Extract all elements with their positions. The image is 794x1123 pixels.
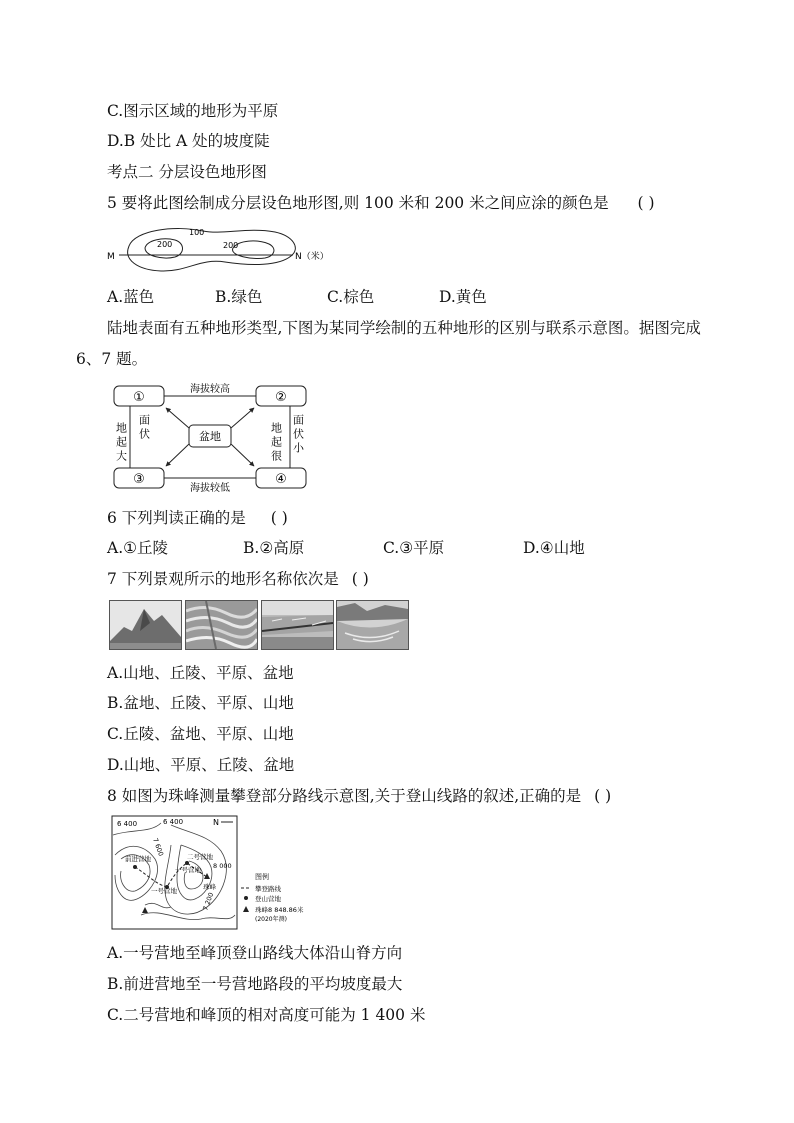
q8-option-b: B.前进营地至一号营地路段的平均坡度最大	[107, 975, 403, 993]
q5-option-c: C.棕色	[327, 288, 375, 306]
left-label-b: 面伏	[137, 414, 151, 442]
contour-6400-top: 6 400	[117, 820, 138, 828]
legend-route: 攀登路线	[255, 885, 281, 893]
advance-camp-label: 前进营地	[125, 855, 151, 863]
question-7	[107, 569, 369, 589]
q4-option-c: C.图示区域的地形为平原	[107, 102, 279, 120]
question-6-text: 6 下列判读正确的是	[107, 509, 246, 527]
intro-6-7-line1: 陆地表面有五种地形类型,下图为某同学绘制的五种地形的区别与联系示意图。据图完成	[107, 319, 701, 337]
q7-option-b: B.盆地、丘陵、平原、山地	[107, 694, 294, 712]
landform-diagram	[110, 380, 314, 494]
camp1-label-a: 一号营地	[175, 866, 201, 874]
label-m: M	[107, 252, 115, 262]
camp2-label: 二号营地	[187, 853, 213, 861]
answer-paren: ( )	[637, 194, 655, 212]
mountain-photo	[109, 600, 182, 650]
legend-camp: 登山营地	[255, 895, 281, 903]
box-4: ④	[275, 472, 287, 487]
label-n: N（米）	[295, 252, 329, 262]
legend-peak-note: (2020年测)	[255, 916, 287, 923]
q6-option-c: C.③平原	[383, 539, 445, 557]
legend-title: 图例	[255, 873, 269, 881]
north-label: N	[213, 818, 219, 827]
box-2: ②	[275, 390, 287, 405]
top-label: 海拔较高	[190, 384, 230, 395]
q7-option-a: A.山地、丘陵、平原、盆地	[107, 664, 294, 682]
q8-option-a: A.一号营地至峰顶登山路线大体沿山脊方向	[107, 944, 403, 962]
q7-option-d: D.山地、平原、丘陵、盆地	[107, 756, 295, 774]
q7-option-c: C.丘陵、盆地、平原、山地	[107, 725, 294, 743]
answer-paren: ( )	[351, 570, 369, 588]
intro-6-7-line2: 6、7 题。	[76, 350, 148, 368]
q4-option-d: D.B 处比 A 处的坡度陡	[107, 132, 270, 150]
q5-option-b: B.绿色	[215, 288, 263, 306]
contour-200-right: 200	[223, 241, 239, 250]
contour-6400-right: 6 400	[163, 818, 184, 826]
hills-terraces-photo	[185, 600, 258, 650]
question-5	[107, 193, 655, 213]
q6-option-d: D.④山地	[523, 539, 585, 557]
box-1: ①	[133, 390, 145, 405]
basin-photo	[336, 600, 409, 650]
center-basin: 盆地	[199, 430, 221, 443]
answer-paren: ( )	[594, 787, 612, 805]
bottom-label: 海拔较低	[190, 483, 230, 494]
contour-7200: 7 200	[201, 891, 216, 912]
question-8-text: 8 如图为珠峰测量攀登部分路线示意图,关于登山线路的叙述,正确的是	[107, 787, 582, 805]
camp1-label-b: 一号营地	[151, 887, 177, 895]
q6-option-b: B.②高原	[243, 539, 305, 557]
contour-200-left: 200	[157, 240, 173, 249]
box-3: ③	[133, 472, 145, 487]
contour-figure	[105, 222, 345, 278]
question-5-text: 5 要将此图绘制成分层设色地形图,则 100 米和 200 米之间应涂的颜色是	[107, 194, 609, 212]
q5-option-a: A.蓝色	[107, 288, 155, 306]
question-8	[107, 786, 611, 806]
left-label-a: 地起大	[114, 422, 128, 464]
contour-7600: 7 600	[151, 836, 166, 858]
contour-100: 100	[189, 228, 205, 237]
q5-options	[107, 287, 487, 307]
peak-label: 珠峰	[203, 883, 216, 891]
section-heading: 考点二 分层设色地形图	[107, 163, 267, 181]
q5-option-d: D.黄色	[439, 288, 487, 306]
legend-peak: 珠峰8 848.86米	[255, 906, 304, 914]
everest-route-map	[111, 815, 341, 931]
q6-options	[107, 538, 585, 558]
plain-bridge-photo	[261, 600, 334, 650]
answer-paren: ( )	[270, 509, 288, 527]
question-6	[107, 508, 288, 528]
q8-option-c: C.二号营地和峰顶的相对高度可能为 1 400 米	[107, 1006, 426, 1024]
right-label-b: 面伏小	[291, 414, 305, 456]
right-label-a: 地起很	[269, 422, 283, 464]
question-7-text: 7 下列景观所示的地形名称依次是	[107, 570, 339, 588]
q6-option-a: A.①丘陵	[107, 539, 169, 557]
contour-8000: 8 000	[213, 862, 232, 870]
